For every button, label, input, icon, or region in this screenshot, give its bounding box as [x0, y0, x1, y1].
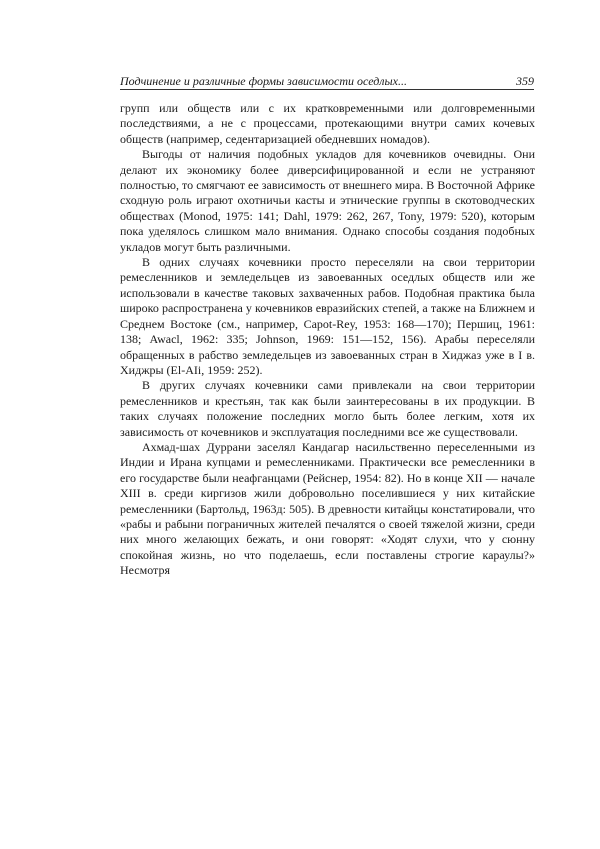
paragraph: В одних случаях кочевники просто переселяли на свои территории ремесленников и земледельцев из завоеванных оседлых обществ или же использовали в качестве таковых захваченных рабов. Подобная практика была широко распространена у кочевников евразийских степей, а также на Ближнем и Среднем Востоке (см., например, Capot-Rey, 1953: 168—170); Першиц, 1961: 138; Awacl, 1962: 335; Johnson, 1969: 151—152, 156). Арабы переселяли обращенных в рабство земледельцев из завоеванных стран в Хиджаз уже в I в. Хиджры (El-AIi, 1959: 252).: [120, 255, 535, 377]
paragraph: В других случаях кочевники сами привлекали на свои территории ремесленников и крестьян, так как были заинтересованы в их продукции. В таких случаях положение последних могло быть более легким, хотя их зависимость от кочевников и эксплуатация последними все же существовали.: [120, 378, 535, 439]
paragraph: Ахмад-шах Дуррани заселял Кандагар насильственно переселенными из Индии и Ирана купцами и ремесленниками. Практически все ремесленники в его государстве были неафганцами (Рейснер, 1954: 82). Но в конце XII — начале XIII в. среди киргизов жили добровольно поселившиеся у них китайские ремесленники (Бартольд, 1963д: 505). В древности китайцы констатировали, что «рабы и рабыни пограничных жителей печалятся о своей тяжелой жизни, среди них много желающих бежать, и они говорят: «Ходят слухи, что у сюнну спокойная жизнь, но что поделаешь, если поставлены строгие караулы?» Несмотря: [120, 439, 535, 578]
body-text: [120, 101, 535, 579]
paragraph: Выгоды от наличия подобных укладов для кочевников очевидны. Они делают их экономику более диверсифицированной и если не устраняют полностью, то смягчают ее зависимость от внешнего мира. В Восточной Африке сходную роль играют охотничьи касты и этнические группы в скотоводческих обществах (Monod, 1975: 141; Dahl, 1979: 262, 267, Tony, 1979: 520), которым пока уделялось слишком мало внимания. Однако способы создания подобных укладов могут быть различными.: [120, 147, 535, 254]
running-header: [120, 74, 534, 90]
running-head-title: Подчинение и различные формы зависимости оседлых...: [120, 74, 407, 88]
page-number: 359: [516, 74, 534, 88]
paragraph: групп или обществ или с их кратковременными или долговременными последствиями, а не с процессами, протекающими внутри самих кочевых обществ (например, седентаризацией обедневших номадов).: [120, 101, 535, 146]
